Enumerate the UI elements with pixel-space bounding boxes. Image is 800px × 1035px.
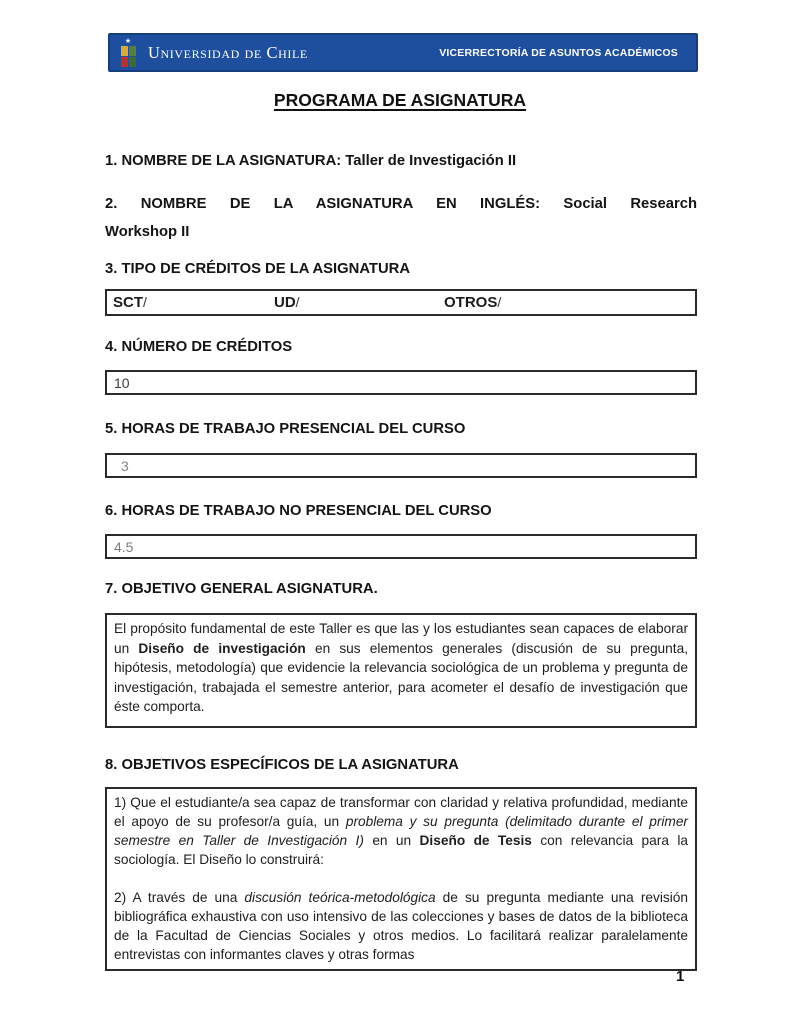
section-3-heading: 3. TIPO DE CRÉDITOS DE LA ASIGNATURA (105, 261, 411, 277)
non-presential-hours-box (105, 534, 697, 559)
credit-type-box (105, 289, 697, 316)
shield-icon (121, 46, 136, 67)
presential-hours-value: 3 (121, 457, 129, 474)
section-7-heading: 7. OBJETIVO GENERAL ASIGNATURA. (105, 581, 378, 597)
credit-field-otros: OTROS / (444, 294, 502, 311)
section-8-heading: 8. OBJETIVOS ESPECÍFICOS DE LA ASIGNATURA (105, 756, 459, 773)
document-title: PROGRAMA DE ASIGNATURA (273, 90, 527, 110)
section-2-heading-line1: 2. NOMBRE DE LA ASIGNATURA EN INGLÉS: Social Research (105, 196, 697, 212)
document-body (105, 140, 697, 971)
section-1-heading: 1. NOMBRE DE LA ASIGNATURA: Taller de Investigación II (105, 153, 517, 169)
specific-objective-paragraph-1: 1) Que el estudiante/a sea capaz de transformar con claridad y relativa profundidad, mediante el apoyo de su profesor/a guía, un problema y su pregunta (delimitado durante el primer semestre en Taller de Investigación I) en un Diseño de Tesis con relevancia para la sociología. El Diseño lo construirá: (114, 794, 688, 867)
presential-hours-box (105, 453, 697, 478)
department-name: VICERRECTORÍA DE ASUNTOS ACADÉMICOS (439, 46, 678, 59)
general-objective-paragraph: El propósito fundamental de este Taller es que las y los estudiantes sean capaces de elaborar un Diseño de investigación en sus elementos generales (discusión de su pregunta, hipótesis, metodología) que evidencie la relevancia sociológica de un problema y pregunta de investigación, trabajada el semestre anterior, para acometer el desafío de investigación que éste comporta. (114, 621, 689, 714)
page-number: 1 (676, 968, 685, 985)
section-4-heading: 4. NÚMERO DE CRÉDITOS (105, 339, 293, 355)
non-presential-hours-value: 4.5 (114, 538, 134, 555)
university-crest-icon (118, 38, 138, 67)
section-2-heading (105, 190, 697, 246)
credits-value: 10 (114, 374, 130, 391)
section-5-heading: 5. HORAS DE TRABAJO PRESENCIAL DEL CURSO (105, 421, 466, 437)
credit-field-sct: SCT / (113, 294, 147, 311)
general-objective-box (105, 613, 697, 728)
credits-value-box (105, 370, 697, 395)
specific-objective-paragraph-2: 2) A través de una discusión teórica-metodológica de su pregunta mediante una revisión bibliográfica exhaustiva con uso intensivo de las colecciones y bases de datos de la biblioteca de la Facultad de Ciencias Sociales y otros medios. Lo facilitará realizar paralelamente entrevistas con informantes claves y otras formas (114, 889, 688, 962)
star-icon: ★ (124, 38, 132, 45)
section-2-heading-line2: Workshop II (105, 224, 190, 240)
section-6-heading: 6. HORAS DE TRABAJO NO PRESENCIAL DEL CURSO (105, 503, 492, 519)
specific-objectives-box (105, 787, 697, 971)
university-name: Universidad de Chile (148, 42, 308, 62)
header-bar (108, 33, 698, 72)
credit-field-ud: UD / (274, 294, 300, 311)
